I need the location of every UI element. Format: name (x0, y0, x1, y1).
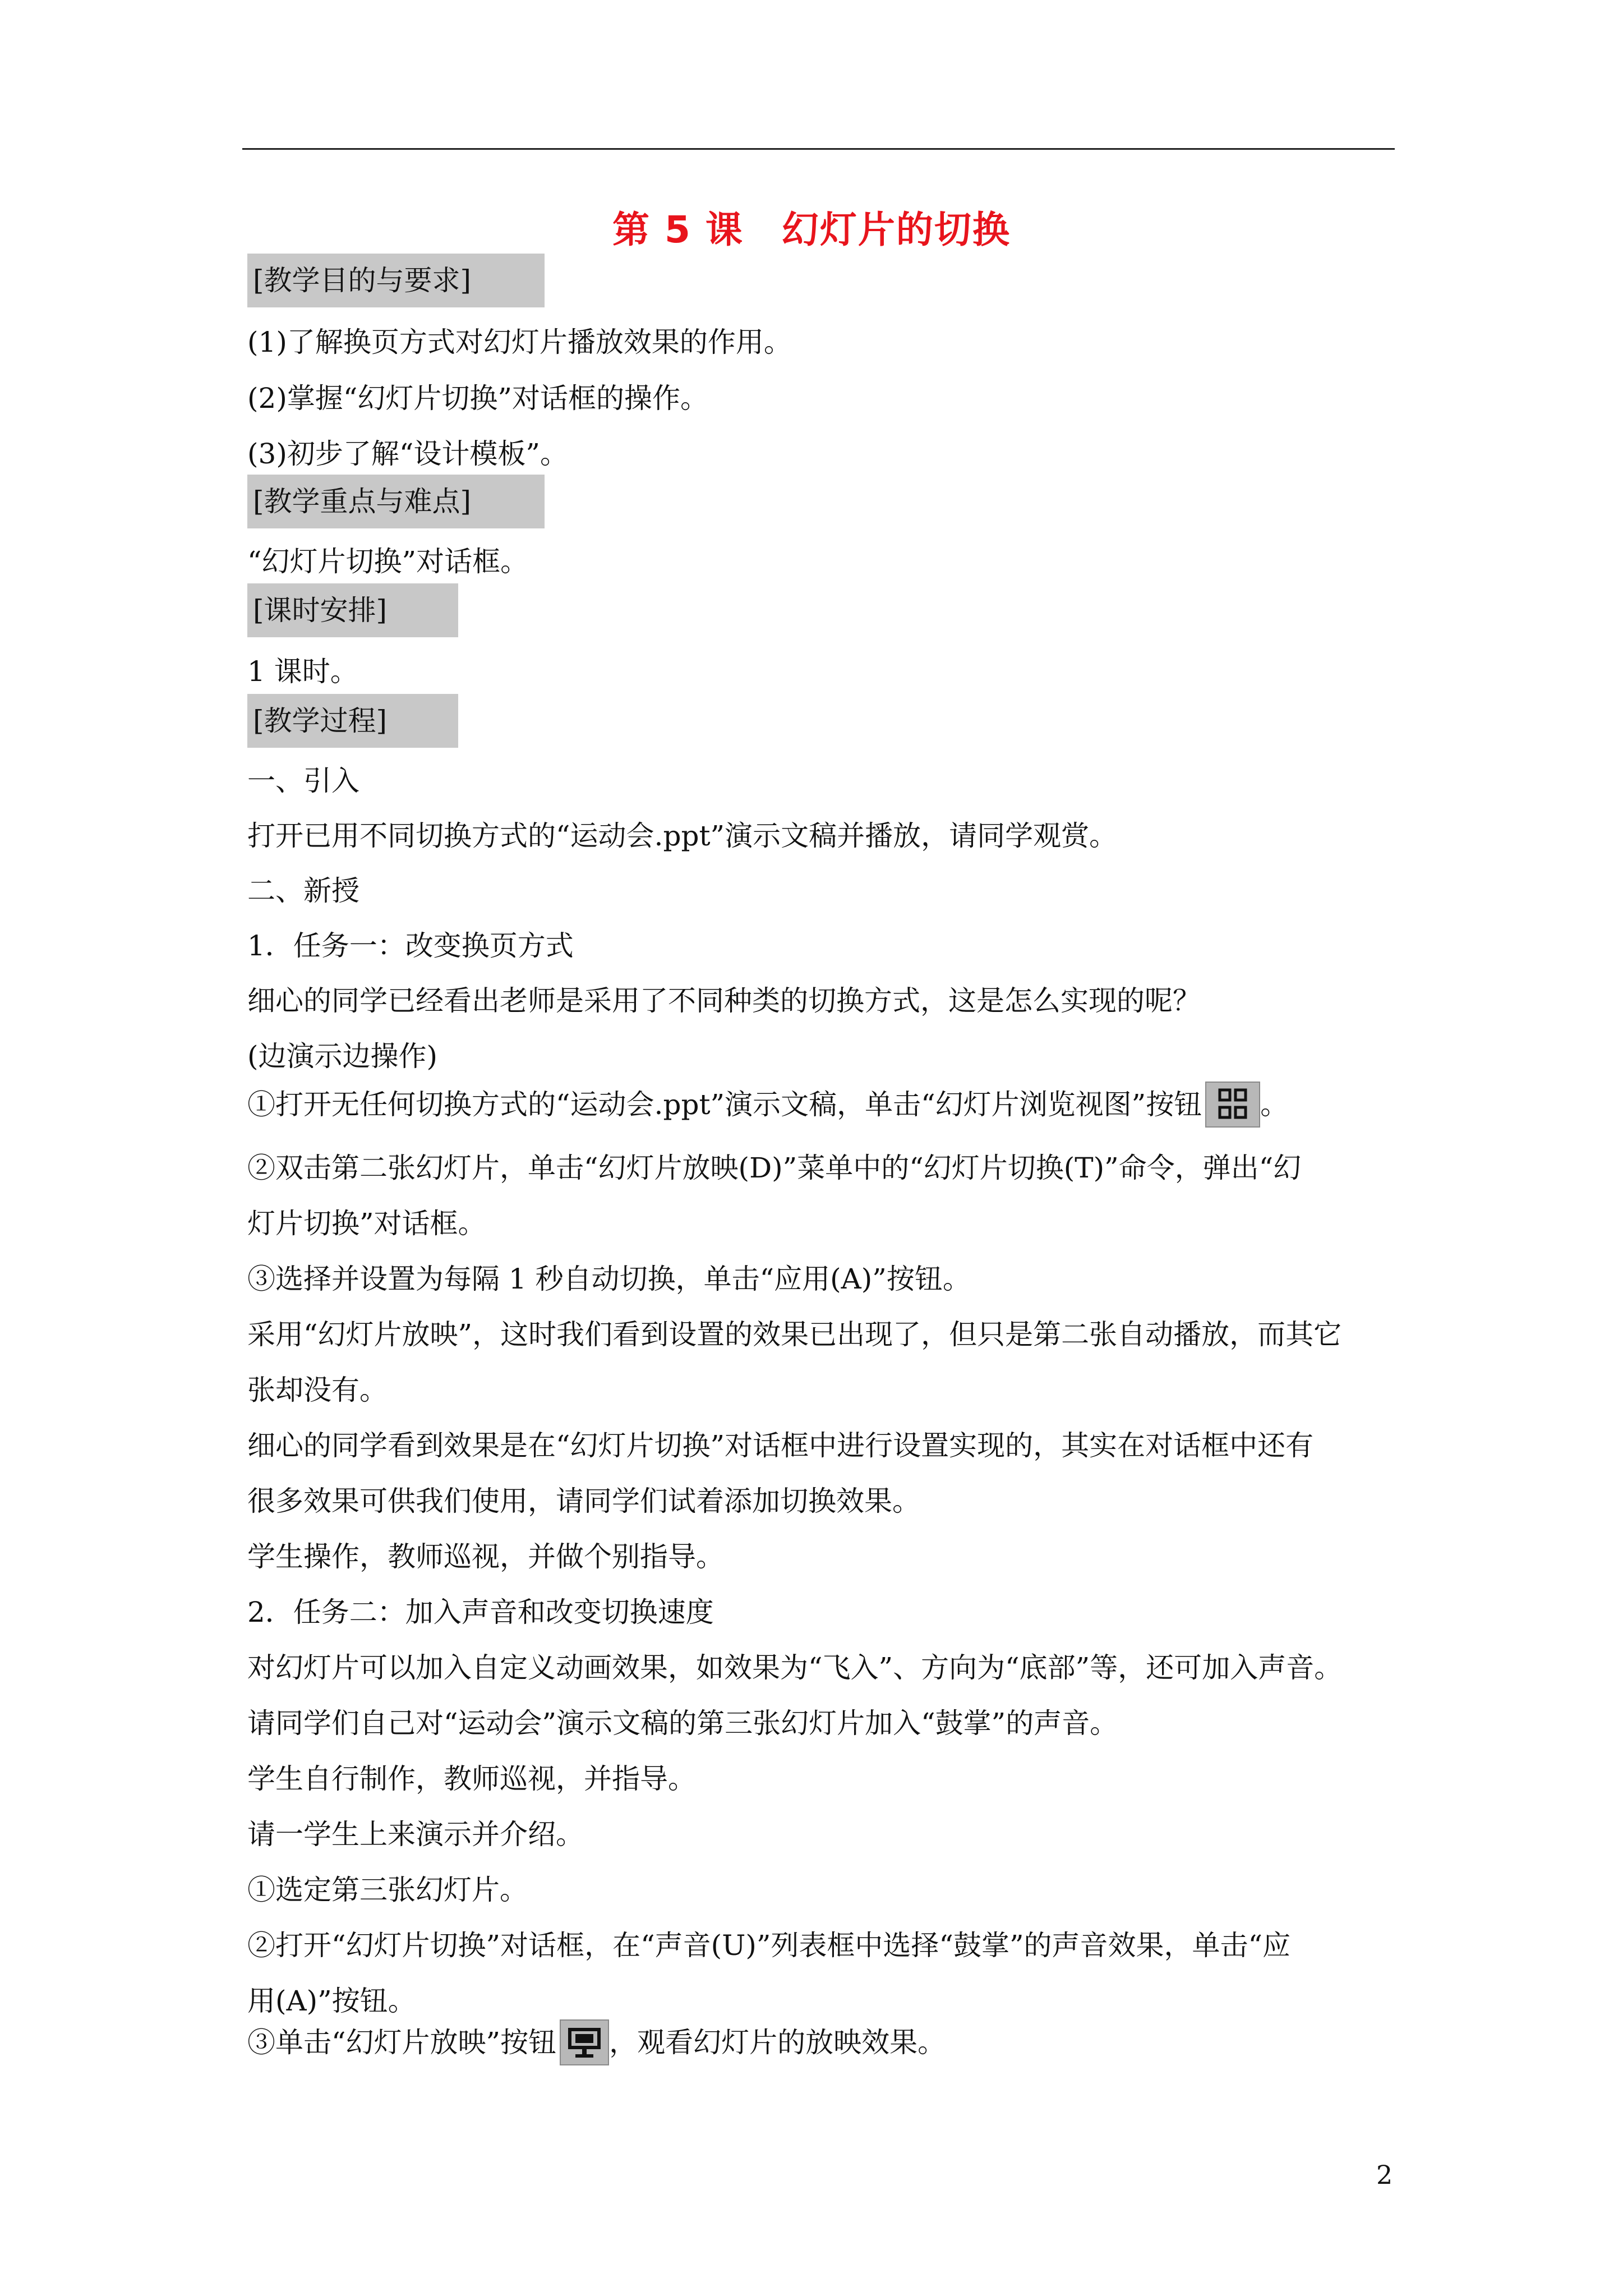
paragraph: 学生操作，教师巡视，并做个别指导。 (247, 1540, 724, 1573)
objective-1: (1)了解换页方式对幻灯片播放效果的作用。 (247, 326, 792, 358)
task-2-heading: 2．任务二：加入声音和改变切换速度 (247, 1596, 714, 1628)
paragraph: 张却没有。 (247, 1374, 388, 1406)
paragraph: 打开已用不同切换方式的“运动会.ppt”演示文稿并播放，请同学观赏。 (247, 820, 1118, 852)
page-number: 2 (1376, 2160, 1393, 2190)
paragraph: 细心的同学看到效果是在“幻灯片切换”对话框中进行设置实现的，其实在对话框中还有 (247, 1429, 1314, 1462)
keypoints-text: “幻灯片切换”对话框。 (247, 545, 529, 578)
paragraph: ③选择并设置为每隔 1 秒自动切换，单击“应用(A)”按钮。 (247, 1263, 971, 1295)
step-text-end: 。 (1260, 1088, 1289, 1121)
heading-keypoints: [教学重点与难点] (247, 475, 545, 528)
paragraph: 细心的同学已经看出老师是采用了不同种类的切换方式，这是怎么实现的呢？ (247, 984, 1201, 1017)
step-text-end: ，观看幻灯片的放映效果。 (609, 2026, 946, 2059)
objective-2: (2)掌握“幻灯片切换”对话框的操作。 (247, 382, 708, 415)
slide-sorter-view-icon (1205, 1082, 1260, 1128)
step-line (247, 2022, 946, 2068)
step-text: ①打开无任何切换方式的“运动会.ppt”演示文稿，单击“幻灯片浏览视图”按钮 (247, 1088, 1202, 1121)
section-intro: 一、引入 (247, 765, 359, 797)
step-text: ③单击“幻灯片放映”按钮 (247, 2026, 557, 2059)
paragraph: 灯片切换”对话框。 (247, 1207, 486, 1240)
heading-objectives: [教学目的与要求] (247, 254, 545, 307)
paragraph: 请一学生上来演示并介绍。 (247, 1818, 584, 1851)
paragraph: 请同学们自己对“运动会”演示文稿的第三张幻灯片加入“鼓掌”的声音。 (247, 1707, 1118, 1740)
step-line (247, 1084, 1288, 1130)
paragraph: 采用“幻灯片放映”，这时我们看到设置的效果已出现了，但只是第二张自动播放，而其它 (247, 1318, 1342, 1351)
section-new: 二、新授 (247, 875, 359, 907)
heading-schedule: [课时安排] (247, 583, 458, 637)
task-1-heading: 1．任务一：改变换页方式 (247, 930, 574, 962)
paragraph: ①选定第三张幻灯片。 (247, 1874, 528, 1906)
header-rule (242, 148, 1395, 150)
paragraph: ②双击第二张幻灯片，单击“幻灯片放映(D)”菜单中的“幻灯片切换(T)”命令，弹出“幻 (247, 1152, 1302, 1184)
objective-3: (3)初步了解“设计模板”。 (247, 438, 568, 470)
paragraph: 很多效果可供我们使用，请同学们试着添加切换效果。 (247, 1485, 920, 1517)
schedule-text: 1 课时。 (247, 655, 358, 688)
paragraph: 用(A)”按钮。 (247, 1985, 416, 2017)
slide-show-icon (560, 2019, 609, 2065)
paragraph: (边演示边操作) (247, 1040, 438, 1073)
paragraph: 学生自行制作，教师巡视，并指导。 (247, 1763, 696, 1795)
paragraph: 对幻灯片可以加入自定义动画效果，如效果为“飞入”、方向为“底部”等，还可加入声音。 (247, 1651, 1343, 1684)
lesson-title: 第 5 课 幻灯片的切换 (612, 208, 1011, 251)
heading-process: [教学过程] (247, 694, 458, 748)
paragraph: ②打开“幻灯片切换”对话框，在“声音(U)”列表框中选择“鼓掌”的声音效果，单击“应 (247, 1929, 1291, 1962)
